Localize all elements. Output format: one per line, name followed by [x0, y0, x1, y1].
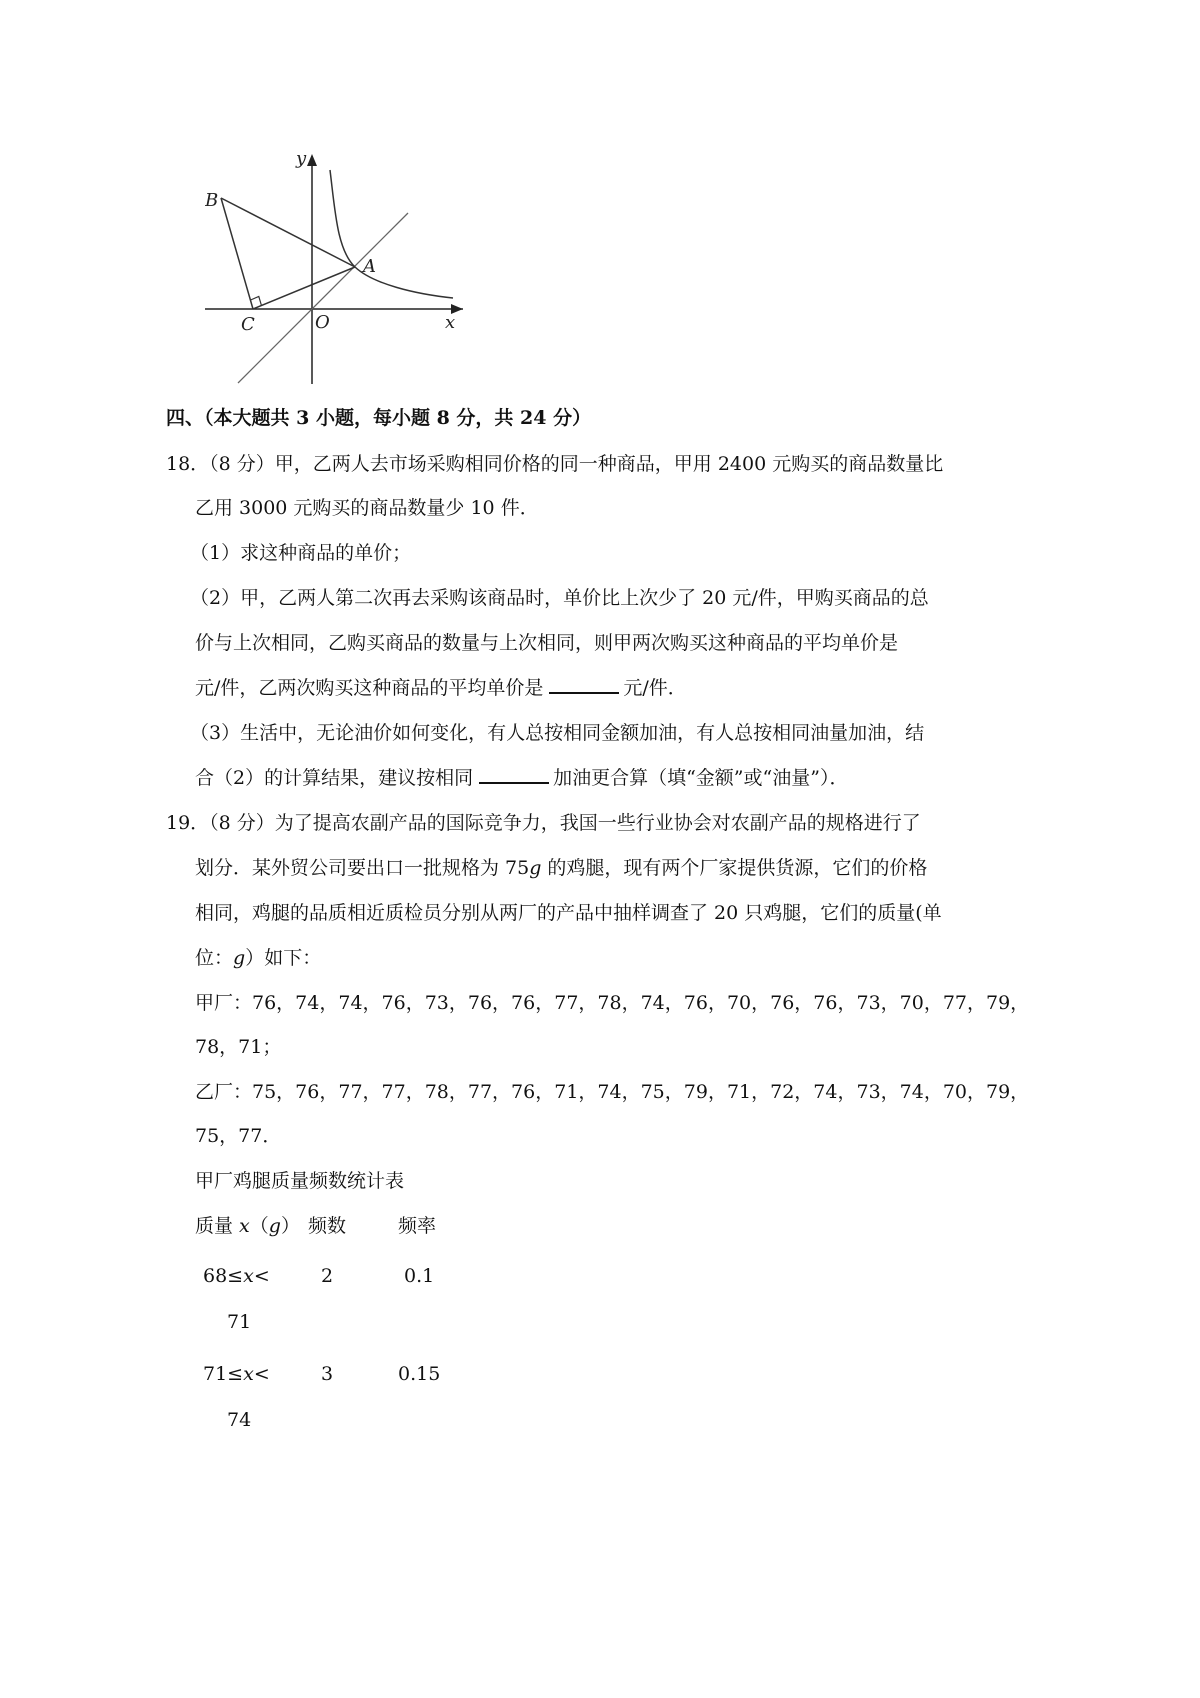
geometry-figure	[205, 150, 475, 395]
segment-CA	[253, 267, 355, 309]
table-row-1-range-end: 71	[227, 1311, 252, 1333]
q19-line2-b: 的鸡腿，现有两个厂家提供货源，它们的价格	[541, 857, 928, 879]
yi-data-line2: 75，77．	[195, 1125, 282, 1147]
segment-BC	[221, 198, 253, 309]
coordinate-figure	[205, 150, 475, 390]
q19-line2	[195, 854, 927, 882]
q18-part2-line2: 价与上次相同，乙购买商品的数量与上次相同，则甲两次购买这种商品的平均单价是	[195, 632, 899, 654]
label-C: C	[241, 314, 255, 335]
table-header-mass: 质量 x（g）	[195, 1215, 300, 1237]
q19-line3: 相同，鸡腿的品质相近质检员分别从两厂的产品中抽样调查了 20 只鸡腿，它们的质量(单	[195, 902, 942, 924]
hyperbola-curve	[330, 170, 453, 298]
q18-part3-line2-a: 合（2）的计算结果，建议按相同	[195, 767, 474, 789]
q19-line4	[195, 944, 321, 972]
unit-g: g	[529, 857, 542, 879]
y-axis-arrow	[307, 154, 317, 166]
q19-line2-a: 划分．某外贸公司要出口一批规格为 75	[195, 857, 530, 879]
table-row-2-count: 3	[321, 1363, 334, 1385]
q18-part2-line3-b: 元/件．	[623, 677, 687, 699]
jia-data-line2: 78，71；	[195, 1036, 282, 1058]
q18-part1: （1）求这种商品的单价；	[190, 542, 412, 564]
q18-part2-line3	[195, 674, 687, 702]
line-through-origin	[238, 213, 408, 383]
jia-data-line1: 甲厂：76，74，74，76，73，76，76，77，78，74，76，70，76，76，73，70，77，79，	[195, 992, 1030, 1014]
section-title: 四、（本大题共 3 小题，每小题 8 分，共 24 分）	[166, 407, 592, 429]
q18-line1: 18．（8 分）甲，乙两人去市场采购相同价格的同一种商品，甲用 2400 元购买的商品数量比	[166, 453, 944, 475]
label-y: y	[296, 150, 307, 169]
table-header-count: 频数	[308, 1215, 347, 1237]
table-row-2-range-end: 74	[227, 1409, 252, 1431]
table-row-1-freq: 0.1	[404, 1265, 435, 1287]
label-x: x	[445, 312, 456, 333]
table-row-1-range: 68≤x<	[203, 1265, 270, 1287]
yi-data-line1: 乙厂：75，76，77，77，78，77，76，71，74，75，79，71，72，74，73，74，70，79，	[195, 1081, 1030, 1103]
q19-line4-a: 位：	[195, 947, 234, 969]
label-B: B	[205, 190, 219, 211]
q18-part2-line1: （2）甲，乙两人第二次再去采购该商品时，单价比上次少了 20 元/件，甲购买商品的总	[190, 587, 929, 609]
q18-part3-line2-b: 加油更合算（填“金额”或“油量”）．	[553, 767, 849, 789]
table-row-2-freq: 0.15	[398, 1363, 441, 1385]
q18-part2-line3-a: 元/件，乙两次购买这种商品的平均单价是	[195, 677, 544, 699]
q19-line4-b: ）如下：	[245, 947, 322, 969]
q18-line2: 乙用 3000 元购买的商品数量少 10 件．	[195, 497, 539, 519]
table-row-2-range: 71≤x<	[203, 1363, 270, 1385]
q18-part3-line1: （3）生活中，无论油价如何变化，有人总按相同金额加油，有人总按相同油量加油，结	[190, 722, 925, 744]
q18-part3-line2	[195, 764, 848, 792]
unit-g: g	[233, 947, 246, 969]
answer-blank-yi-avg[interactable]	[549, 674, 619, 694]
table-title: 甲厂鸡腿质量频数统计表	[195, 1170, 405, 1192]
q19-line1: 19．（8 分）为了提高农副产品的国际竞争力，我国一些行业协会对农副产品的规格进行了	[166, 812, 921, 834]
label-A: A	[363, 256, 376, 277]
answer-blank-method[interactable]	[479, 764, 549, 784]
table-row-1-count: 2	[321, 1265, 334, 1287]
table-header-freq: 频率	[398, 1215, 437, 1237]
label-O: O	[315, 312, 330, 333]
